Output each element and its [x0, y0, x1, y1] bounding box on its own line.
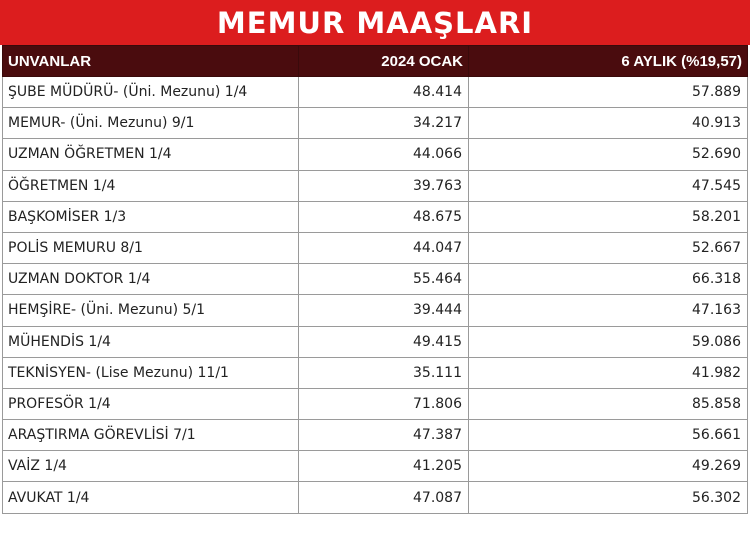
- row-title-cell: VAİZ 1/4: [3, 451, 299, 482]
- table-row: [3, 201, 748, 232]
- row-six-month-cell: 56.661: [469, 420, 748, 451]
- table-row: [3, 357, 748, 388]
- table-row: [3, 482, 748, 513]
- table-header-row: [3, 46, 748, 77]
- row-six-month-cell: 59.086: [469, 326, 748, 357]
- row-january-2024-cell: 47.387: [299, 420, 469, 451]
- row-title-cell: UZMAN ÖĞRETMEN 1/4: [3, 139, 299, 170]
- table-row: [3, 170, 748, 201]
- row-january-2024-cell: 39.763: [299, 170, 469, 201]
- row-january-2024-cell: 35.111: [299, 357, 469, 388]
- table-row: [3, 326, 748, 357]
- row-january-2024-cell: 39.444: [299, 295, 469, 326]
- row-six-month-cell: 47.545: [469, 170, 748, 201]
- row-six-month-cell: 85.858: [469, 388, 748, 419]
- table-row: [3, 451, 748, 482]
- row-title-cell: POLİS MEMURU 8/1: [3, 232, 299, 263]
- row-title-cell: BAŞKOMİSER 1/3: [3, 201, 299, 232]
- header-six-month-column: 6 AYLIK (%19,57): [469, 46, 748, 77]
- row-six-month-cell: 41.982: [469, 357, 748, 388]
- row-six-month-cell: 49.269: [469, 451, 748, 482]
- table-row: [3, 77, 748, 108]
- table-row: [3, 388, 748, 419]
- header-january-2024-column: 2024 OCAK: [299, 46, 469, 77]
- table-row: [3, 420, 748, 451]
- table-row: [3, 108, 748, 139]
- row-title-cell: UZMAN DOKTOR 1/4: [3, 264, 299, 295]
- table-row: [3, 232, 748, 263]
- row-january-2024-cell: 44.066: [299, 139, 469, 170]
- row-january-2024-cell: 48.414: [299, 77, 469, 108]
- row-january-2024-cell: 41.205: [299, 451, 469, 482]
- row-six-month-cell: 52.667: [469, 232, 748, 263]
- row-title-cell: MEMUR- (Üni. Mezunu) 9/1: [3, 108, 299, 139]
- row-title-cell: ARAŞTIRMA GÖREVLİSİ 7/1: [3, 420, 299, 451]
- header-title-column: UNVANLAR: [3, 46, 299, 77]
- salary-table: [2, 45, 748, 514]
- row-six-month-cell: 58.201: [469, 201, 748, 232]
- row-january-2024-cell: 71.806: [299, 388, 469, 419]
- page-title: MEMUR MAAŞLARI: [0, 0, 750, 45]
- row-january-2024-cell: 48.675: [299, 201, 469, 232]
- row-january-2024-cell: 47.087: [299, 482, 469, 513]
- row-title-cell: HEMŞİRE- (Üni. Mezunu) 5/1: [3, 295, 299, 326]
- row-six-month-cell: 57.889: [469, 77, 748, 108]
- row-title-cell: ÖĞRETMEN 1/4: [3, 170, 299, 201]
- row-title-cell: MÜHENDİS 1/4: [3, 326, 299, 357]
- row-january-2024-cell: 49.415: [299, 326, 469, 357]
- row-january-2024-cell: 34.217: [299, 108, 469, 139]
- row-six-month-cell: 56.302: [469, 482, 748, 513]
- table-row: [3, 264, 748, 295]
- row-six-month-cell: 52.690: [469, 139, 748, 170]
- row-january-2024-cell: 55.464: [299, 264, 469, 295]
- row-title-cell: ŞUBE MÜDÜRÜ- (Üni. Mezunu) 1/4: [3, 77, 299, 108]
- row-january-2024-cell: 44.047: [299, 232, 469, 263]
- row-title-cell: TEKNİSYEN- (Lise Mezunu) 11/1: [3, 357, 299, 388]
- row-title-cell: AVUKAT 1/4: [3, 482, 299, 513]
- row-title-cell: PROFESÖR 1/4: [3, 388, 299, 419]
- row-six-month-cell: 66.318: [469, 264, 748, 295]
- row-six-month-cell: 40.913: [469, 108, 748, 139]
- table-row: [3, 139, 748, 170]
- table-row: [3, 295, 748, 326]
- row-six-month-cell: 47.163: [469, 295, 748, 326]
